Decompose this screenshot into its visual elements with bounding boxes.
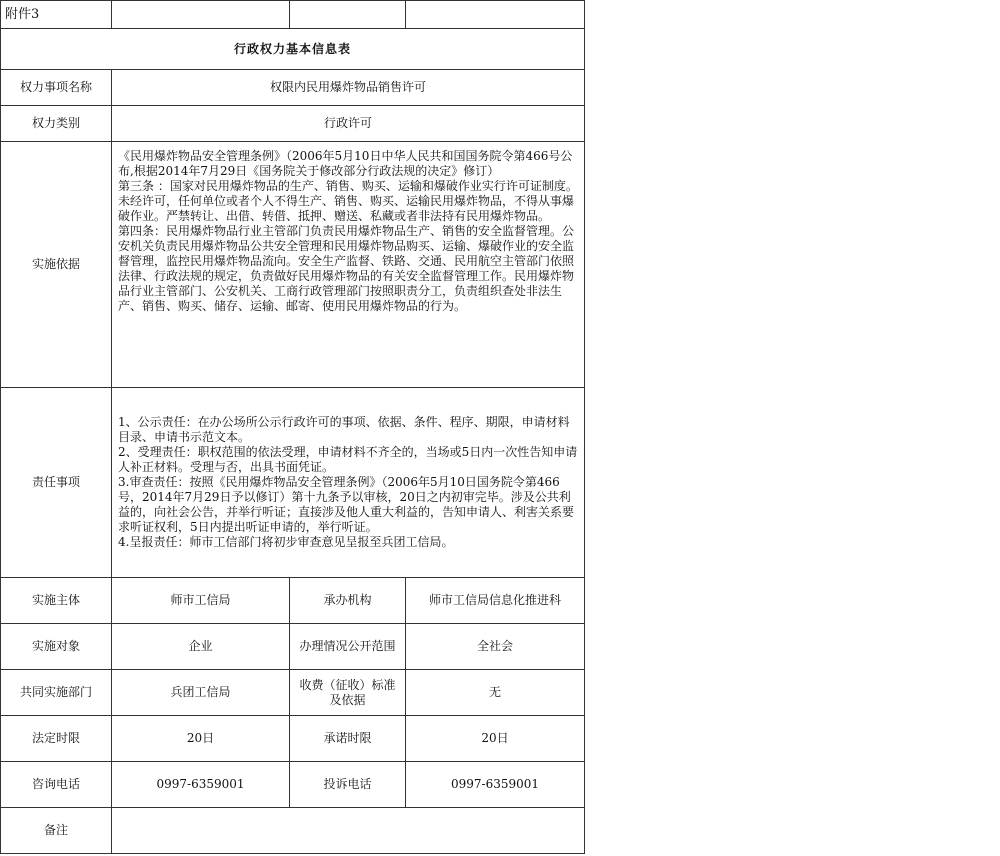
label-fee-standard: 收费（征收）标准及依据 xyxy=(290,670,406,716)
empty-cell xyxy=(406,1,585,29)
label-subject: 实施主体 xyxy=(1,578,112,624)
label-target: 实施对象 xyxy=(1,624,112,670)
value-disclosure-scope: 全社会 xyxy=(406,624,585,670)
responsibility-paragraph: 2、受理责任：职权范围的依法受理，申请材料不齐全的，当场或5日内一次性告知申请人补正材料。受理与否，出具书面凭证。 xyxy=(118,445,578,474)
value-complaint-phone: 0997-6359001 xyxy=(406,762,585,808)
table-title: 行政权力基本信息表 xyxy=(1,29,585,70)
label-power-category: 权力类别 xyxy=(1,106,112,142)
value-responsibility xyxy=(112,388,585,578)
label-inquiry-phone: 咨询电话 xyxy=(1,762,112,808)
label-complaint-phone: 投诉电话 xyxy=(290,762,406,808)
label-legal-limit: 法定时限 xyxy=(1,716,112,762)
value-target: 企业 xyxy=(112,624,290,670)
value-power-name: 权限内民用爆炸物品销售许可 xyxy=(112,70,585,106)
value-promised-limit: 20日 xyxy=(406,716,585,762)
label-joint-dept: 共同实施部门 xyxy=(1,670,112,716)
responsibility-paragraph: 3.审查责任：按照《民用爆炸物品安全管理条例》（2006年5月10日国务院令第466号，2014年7月29日予以修订）第十九条予以审核，20日之内初审完毕。涉及公共利益的，向社会公告，并举行听证；直接涉及他人重大利益的，告知申请人、利害关系要求听证权利，5日内提出听证申请的，举行听证。 xyxy=(118,475,575,534)
label-handling-org: 承办机构 xyxy=(290,578,406,624)
responsibility-paragraph: 4.呈报责任：师市工信部门将初步审查意见呈报至兵团工信局。 xyxy=(118,535,454,549)
value-subject: 师市工信局 xyxy=(112,578,290,624)
value-handling-org: 师市工信局信息化推进科 xyxy=(406,578,585,624)
label-promised-limit: 承诺时限 xyxy=(290,716,406,762)
value-basis xyxy=(112,142,585,388)
value-power-category: 行政许可 xyxy=(112,106,585,142)
empty-cell xyxy=(290,1,406,29)
label-power-name: 权力事项名称 xyxy=(1,70,112,106)
attachment-label-cell xyxy=(1,1,112,29)
attachment-label: 附件3 xyxy=(5,7,40,22)
label-remark: 备注 xyxy=(1,808,112,854)
value-remark xyxy=(112,808,585,854)
basis-paragraph: 第四条：民用爆炸物品行业主管部门负责民用爆炸物品生产、销售的安全监督管理。公安机关负责民用爆炸物品公共安全管理和民用爆炸物品购买、运输、爆破作业的安全监督管理，监控民用爆炸物品流向。安全生产监督、铁路、交通、民用航空主管部门依照法律、行政法规的规定，负责做好民用爆炸物品的有关安全监督管理工作。民用爆炸物品行业主管部门、公安机关、工商行政管理部门按照职责分工，负责组织查处非法生产、销售、购买、储存、运输、邮寄、使用民用爆炸物品的行为。 xyxy=(118,224,575,313)
value-joint-dept: 兵团工信局 xyxy=(112,670,290,716)
empty-cell xyxy=(112,1,290,29)
label-disclosure-scope: 办理情况公开范围 xyxy=(290,624,406,670)
value-inquiry-phone: 0997-6359001 xyxy=(112,762,290,808)
responsibility-paragraph: 1、公示责任：在办公场所公示行政许可的事项、依据、条件、程序、期限，申请材料目录、申请书示范文本。 xyxy=(118,415,570,444)
basis-paragraph: 《民用爆炸物品安全管理条例》（2006年5月10日中华人民共和国国务院令第466号公布,根据2014年7月29日《国务院关于修改部分行政法规的决定》修订） xyxy=(118,149,573,178)
value-legal-limit: 20日 xyxy=(112,716,290,762)
basis-paragraph: 第三条 ：国家对民用爆炸物品的生产、销售、购买、运输和爆破作业实行许可证制度。未经许可，任何单位或者个人不得生产、销售、购买、运输民用爆炸物品，不得从事爆破作业。严禁转让、出借、转借、抵押、赠送、私藏或者非法持有民用爆炸物品。 xyxy=(118,179,578,223)
label-responsibility: 责任事项 xyxy=(1,388,112,578)
value-fee-standard: 无 xyxy=(406,670,585,716)
label-basis: 实施依据 xyxy=(1,142,112,388)
